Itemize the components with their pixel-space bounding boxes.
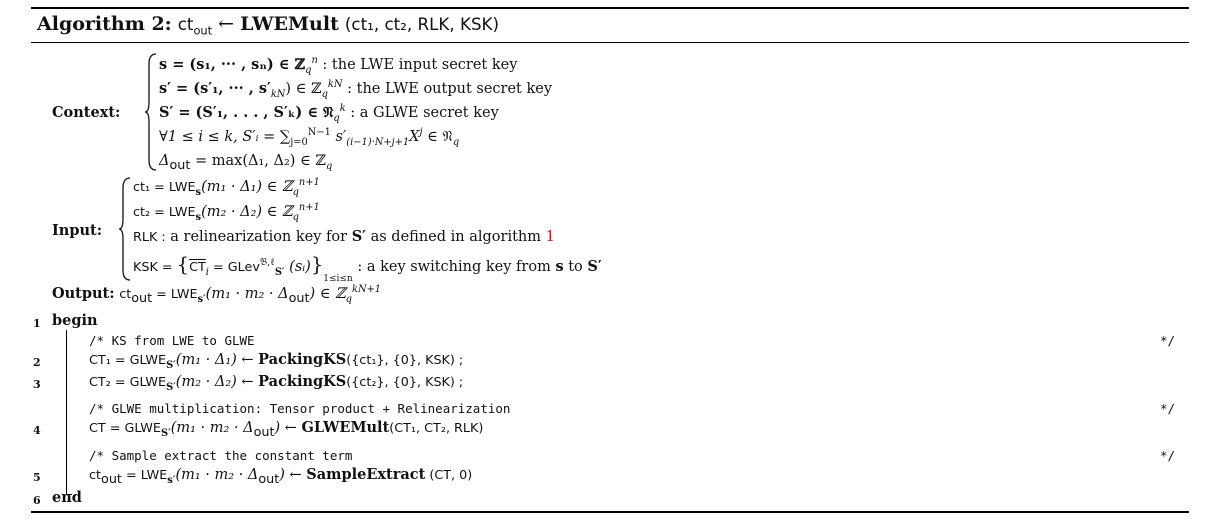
context-line-3: S′ = (S′₁, . . . , S′ₖ) ∈ 𝔑$_q^k$ : a GLWE secret key [159, 103, 499, 124]
context-brace [144, 52, 158, 172]
comment-glwe-mult-end: */ [1160, 401, 1176, 416]
title-rule [31, 42, 1189, 43]
algorithm-args: (ct₁, ct₂, RLK, KSK) [344, 14, 500, 34]
statement-line-4: CT = $GLWE_{S'}(m_1 \cdot m_2 \cdot \Delta_{out})$ ← GLWEMult(CT₁, CT₂, RLK) [89, 419, 484, 440]
end-keyword: end [52, 489, 82, 506]
context-line-1: s = (s₁, ··· , sₙ) ∈ ℤ$_q^n$ : the LWE input secret key [159, 55, 518, 76]
input-line-3: RLK : a relinearization key for S′ as defined in algorithm 1 [133, 228, 555, 245]
line-number-6: 6 [33, 494, 41, 507]
context-line-5: $\Delta_{out} = \max(\Delta_1$, Δ₂) ∈ ℤ$_q$ [159, 153, 333, 173]
input-label: Input: [52, 222, 103, 239]
comment-sample-extract-end: */ [1160, 448, 1176, 463]
bottom-rule [31, 511, 1189, 513]
output-label: Output: [52, 285, 115, 302]
comment-ks: /* KS from LWE to GLWE [89, 333, 255, 348]
body-scope-line [66, 330, 67, 494]
context-line-4: ∀1 ≤ i ≤ k, S′ᵢ = $\sum_{j=0}^{N-1}$ $s'_{(i-1)\cdot N+j+1}X^j$ ∈ 𝔑$_q$ [159, 127, 460, 148]
statement-line-5: $ct_{out} = LWE_{s'}(m_1 \cdot m_2 \cdot \Delta_{out})$ ← SampleExtract (CT, 0) [89, 466, 473, 487]
statement-line-2: $CT_1 = GLWE_{S'}(m_1 \cdot \Delta_1)$ ← PackingKS({ct₁}, {0}, KSK) ; [89, 351, 464, 371]
algorithm-ref-link[interactable]: 1 [545, 229, 555, 245]
comment-glwe-mult: /* GLWE multiplication: Tensor product + Relinearization [89, 401, 511, 416]
input-line-4: KSK = {$\overline{CT}_i$ = GLev$^{𝔅,\ell}_{S'}$ $(sᵢ)\}_{1\le i\le n}$ : a key switching key from s to S′ [133, 253, 602, 284]
input-line-1: $ct_1 = LWE_s(m_1 \cdot \Delta_1)$ ∈ ℤ$_q^{n+1}$ [133, 177, 320, 198]
title-output: $ct_{out}$ [177, 14, 213, 38]
context-label: Context: [52, 104, 121, 121]
line-number-3: 3 [33, 378, 41, 391]
output-line: Output: $ct_{out} = LWE_{s'}(m_1 \cdot m_2 \cdot \Delta_{out})$ ∈ ℤ$_q^{kN+1}$ [52, 284, 382, 306]
comment-sample-extract: /* Sample extract the constant term [89, 448, 353, 463]
line-number-4: 4 [33, 424, 41, 437]
comment-ks-end: */ [1160, 333, 1176, 348]
line-number-5: 5 [33, 471, 41, 484]
input-brace [118, 176, 132, 282]
line-number-1: 1 [33, 317, 41, 330]
algorithm-name: LWEMult [240, 13, 339, 35]
line-number-2: 2 [33, 356, 41, 369]
top-rule [31, 7, 1189, 9]
statement-line-3: $CT_2 = GLWE_{S'}(m_2 \cdot \Delta_2)$ ← PackingKS({ct₂}, {0}, KSK) ; [89, 373, 464, 393]
title-arrow: ← [218, 13, 235, 35]
input-line-2: $ct_2 = LWE_s(m_2 \cdot \Delta_2)$ ∈ ℤ$_q^{n+1}$ [133, 202, 320, 223]
begin-keyword: begin [52, 312, 98, 329]
algorithm-title [37, 13, 500, 38]
algorithm-prefix: Algorithm 2: [37, 13, 172, 35]
context-line-2: s′ = (s′₁, ··· , $s'_{kN}$) ∈ ℤ$_q^{kN}$ : the LWE output secret key [159, 79, 553, 100]
